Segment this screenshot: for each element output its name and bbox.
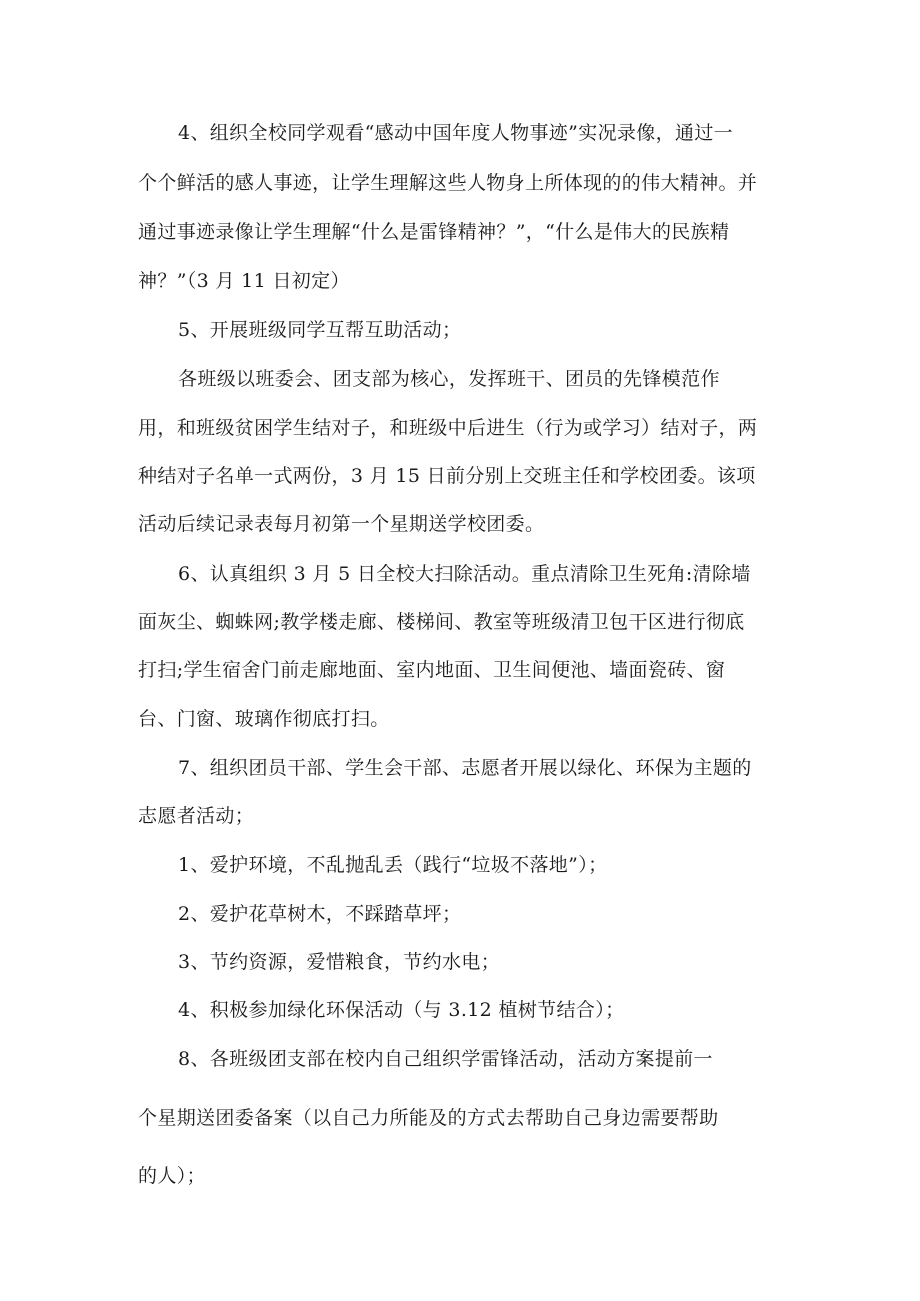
text-line-sub-4: 4、积极参加绿化环保活动（与 3.12 植树节结合）； bbox=[178, 999, 625, 1021]
text-line-item5-1: 各班级以班委会、团支部为核心，发挥班干、团员的先锋模范作 bbox=[178, 368, 720, 390]
text-line-item5-heading: 5、开展班级同学互帮互助活动； bbox=[178, 319, 462, 341]
text-line-item7-2: 志愿者活动； bbox=[138, 805, 255, 827]
text-line-item6-3: 打扫;学生宿舍门前走廊地面、室内地面、卫生间便池、墙面瓷砖、窗 bbox=[138, 659, 726, 681]
text-line-item4-4: 神？”（3 月 11 日初定） bbox=[138, 270, 350, 292]
text-line-item5-4: 活动后续记录表每月初第一个星期送学校团委。 bbox=[138, 513, 545, 535]
text-line-item4-2: 个个鲜活的感人事迹，让学生理解这些人物身上所体现的的伟大精神。并 bbox=[138, 172, 758, 194]
text-line-item5-2: 用，和班级贫困学生结对子，和班级中后进生（行为或学习）结对子，两 bbox=[138, 417, 758, 439]
text-line-sub-2: 2、爱护花草树木，不踩踏草坪； bbox=[178, 903, 462, 925]
text-line-item5-3: 种结对子名单一式两份，3 月 15 日前分别上交班主任和学校团委。该项 bbox=[138, 465, 756, 487]
text-line-item4-1: 4、组织全校同学观看“感动中国年度人物事迹”实况录像，通过一 bbox=[178, 122, 734, 144]
text-line-sub-3: 3、节约资源，爱惜粮食，节约水电； bbox=[178, 951, 501, 973]
text-line-sub-1: 1、爱护环境，不乱抛乱丢（践行“垃圾不落地”）； bbox=[178, 854, 608, 876]
text-line-item6-2: 面灰尘、蜘蛛网;教学楼走廊、楼梯间、教室等班级清卫包干区进行彻底 bbox=[138, 611, 745, 633]
text-line-item4-3: 通过事迹录像让学生理解“什么是雷锋精神？”，“什么是伟大的民族精 bbox=[138, 221, 730, 243]
text-line-item8-1: 8、各班级团支部在校内自己组织学雷锋活动，活动方案提前一 bbox=[178, 1048, 713, 1070]
text-line-item6-4: 台、门窗、玻璃作彻底打扫。 bbox=[138, 708, 390, 730]
text-line-item6-1: 6、认真组织 3 月 5 日全校大扫除活动。重点清除卫生死角:清除墙 bbox=[178, 563, 751, 585]
text-line-item7-1: 7、组织团员干部、学生会干部、志愿者开展以绿化、环保为主题的 bbox=[178, 757, 752, 779]
text-line-item8-2: 个星期送团委备案（以自己力所能及的方式去帮助自己身边需要帮助 bbox=[138, 1107, 719, 1129]
text-line-item8-3: 的人）； bbox=[138, 1165, 206, 1187]
